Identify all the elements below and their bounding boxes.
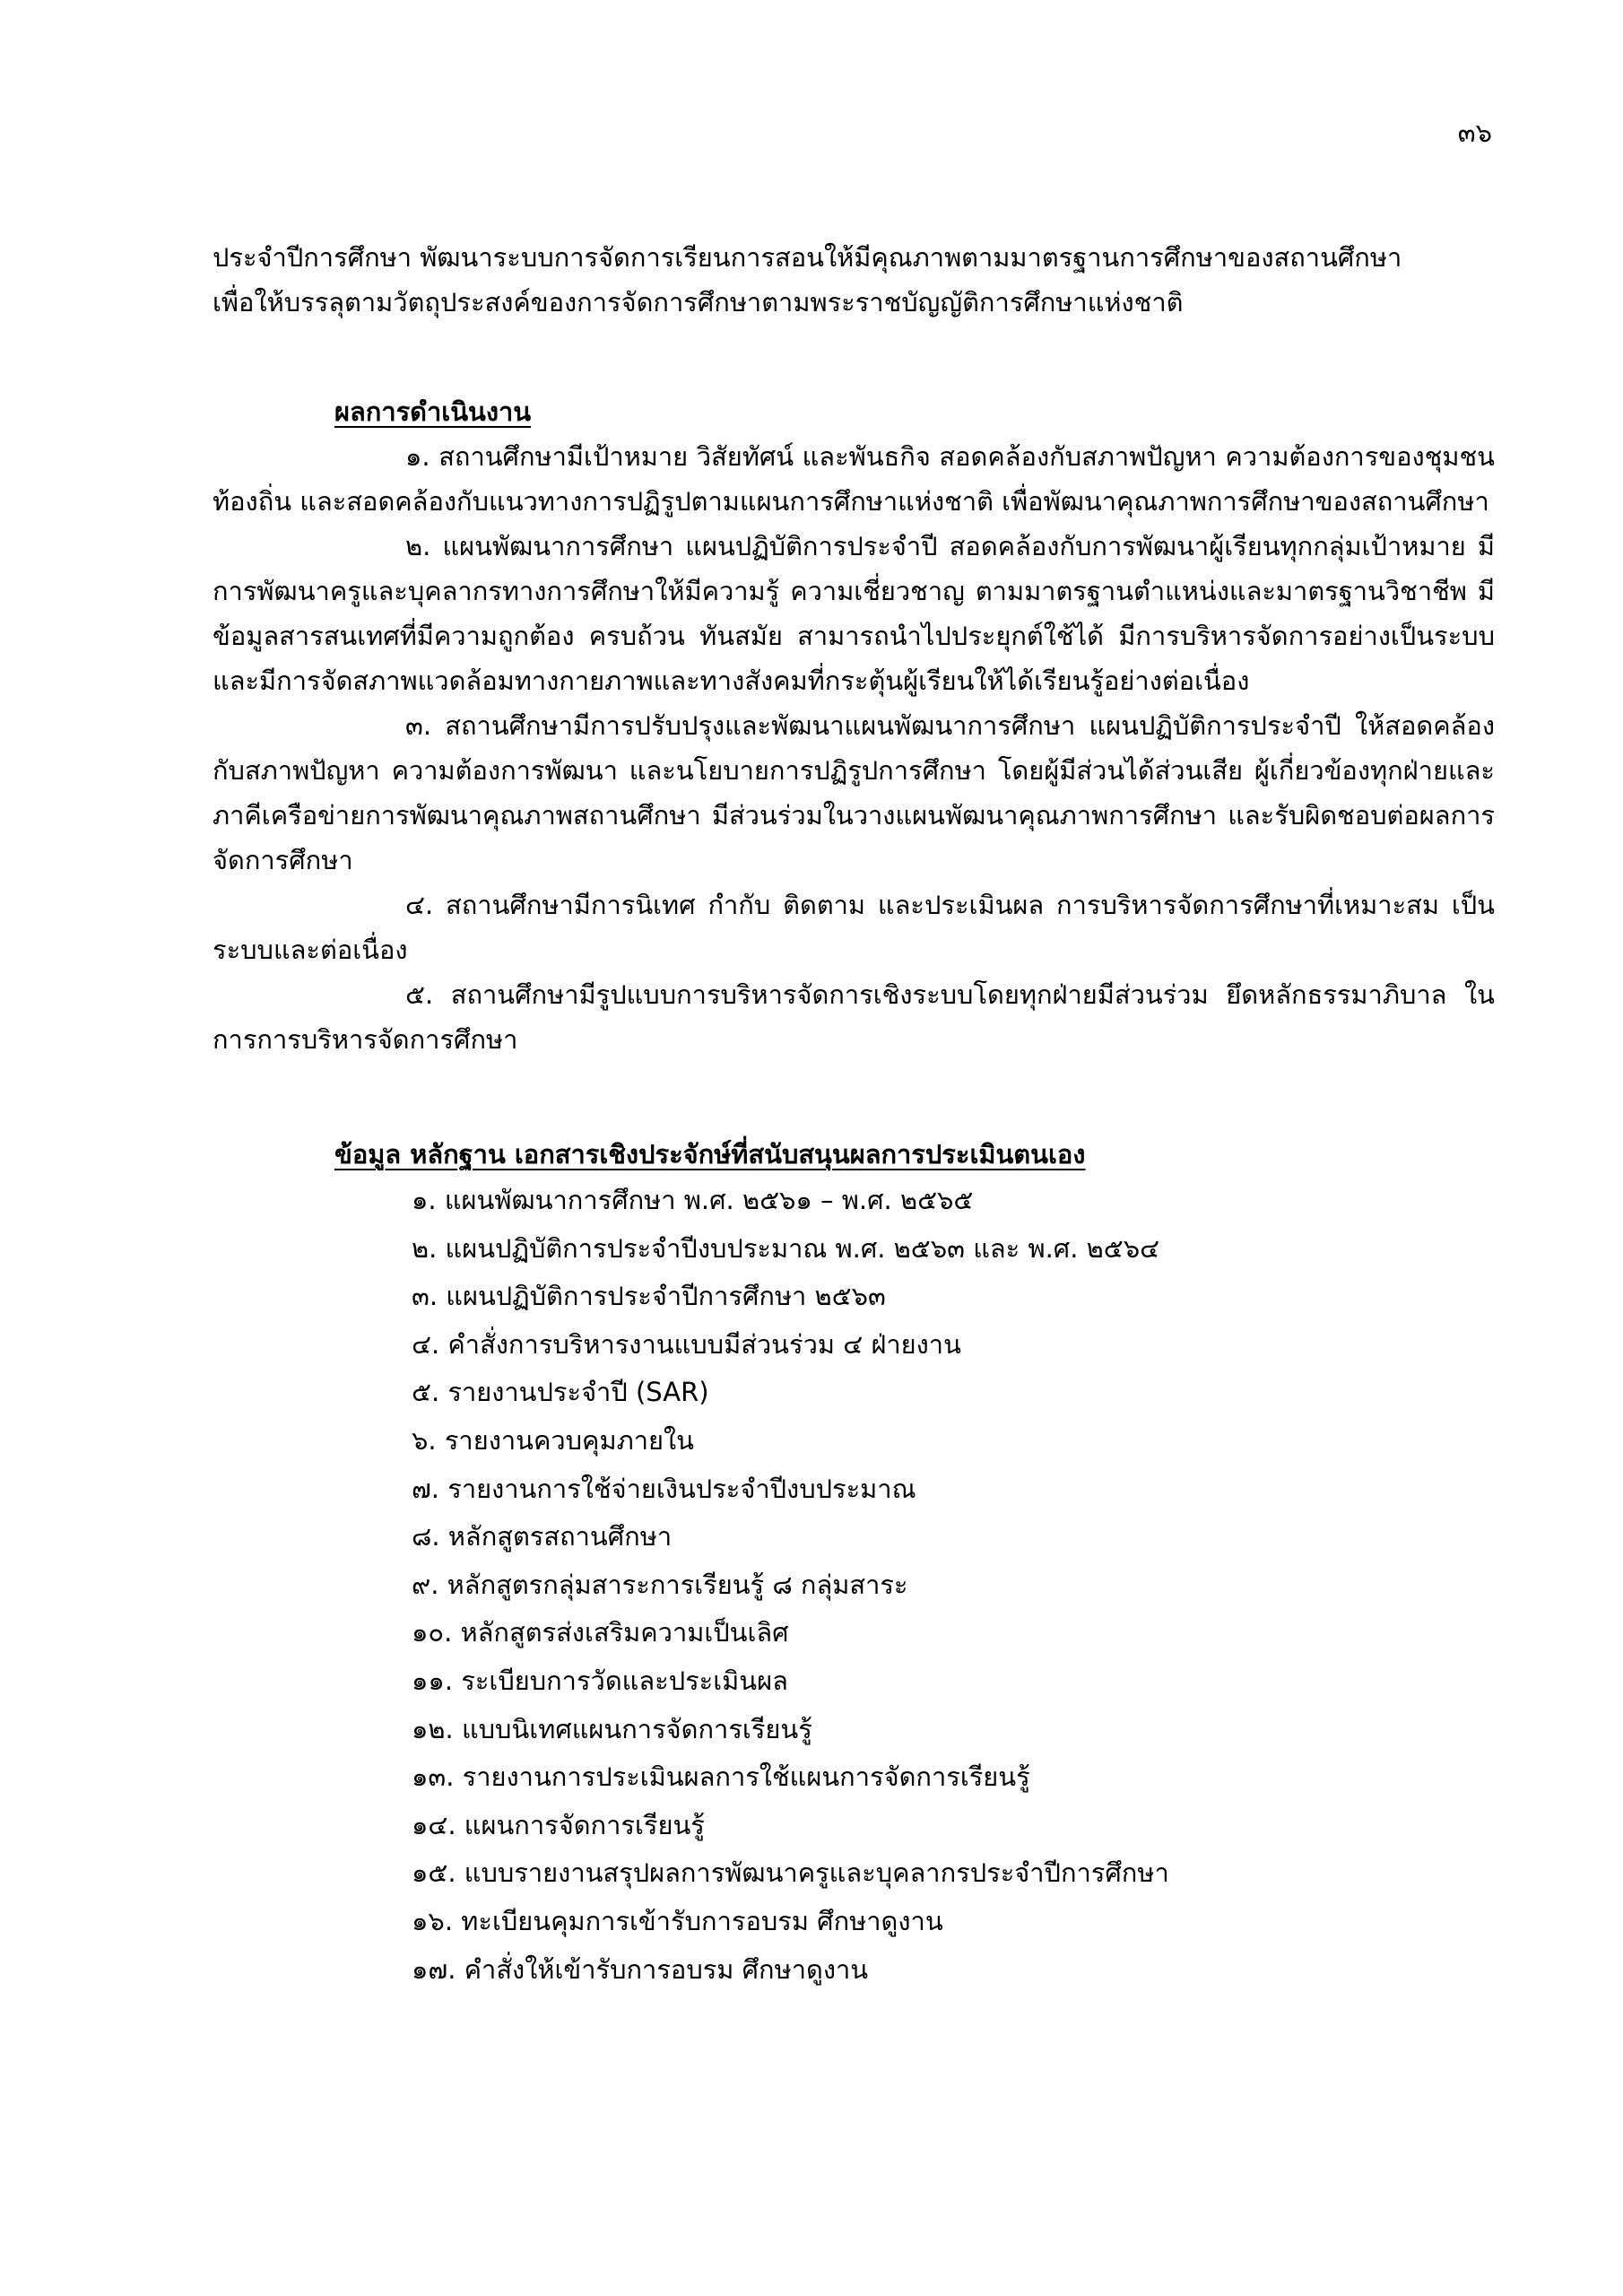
results-item: ๒. แผนพัฒนาการศึกษา แผนปฏิบัติการประจำปี สอดคล้องกับการพัฒนาผู้เรียนทุกกลุ่มเป้าหมาย มีการพัฒนาครูและบุคลากรทางการศึกษาให้มีความรู้ ความเชี่ยวชาญ ตามมาตรฐานตำแหน่งและมาตรฐานวิชาชีพ มีข้อมูลสารสนเทศที่มีความถูกต้อง ครบถ้วน ทันสมัย สามารถนำไปประยุกต์ใช้ได้ มีการบริหารจัดการอย่างเป็นระบบ และมีการจัดสภาพแวดล้อมทางกายภาพและทางสังคมที่กระตุ้นผู้เรียนให้ได้เรียนรู้อย่างต่อเนื่อง	[213, 531, 1495, 696]
evidence-item: ๔. คำสั่งการบริหารงานแบบมีส่วนร่วม ๔ ฝ่ายงาน	[412, 1328, 961, 1360]
evidence-item: ๑๕. แบบรายงานสรุปผลการพัฒนาครูและบุคลากรประจำปีการศึกษา	[412, 1857, 1169, 1889]
evidence-heading: ข้อมูล หลักฐาน เอกสารเชิงประจักษ์ที่สนับสนุนผลการประเมินตนเอง	[334, 1139, 1086, 1170]
evidence-item: ๗. รายงานการใช้จ่ายเงินประจำปีงบประมาณ	[412, 1473, 916, 1504]
evidence-item: ๑๐. หลักสูตรส่งเสริมความเป็นเลิศ	[412, 1617, 789, 1648]
intro-line: ประจำปีการศึกษา พัฒนาระบบการจัดการเรียนการสอนให้มีคุณภาพตามมาตรฐานการศึกษาของสถานศึกษา	[213, 242, 1402, 273]
results-heading: ผลการดำเนินงาน	[334, 396, 532, 427]
evidence-item: ๕. รายงานประจำปี (SAR)	[412, 1377, 709, 1408]
evidence-item: ๑๔. แผนการจัดการเรียนรู้	[412, 1809, 705, 1840]
evidence-item: ๑๗. คำสั่งให้เข้ารับการอบรม ศึกษาดูงาน	[412, 1953, 869, 1985]
intro-line: เพื่อให้บรรลุตามวัตถุประสงค์ของการจัดการศึกษาตามพระราชบัญญัติการศึกษาแห่งชาติ	[213, 287, 1184, 317]
intro-paragraph	[213, 235, 1495, 325]
results-section	[213, 389, 1495, 1062]
results-item: ๔. สถานศึกษามีการนิเทศ กำกับ ติดตาม และประเมินผล การบริหารจัดการศึกษาที่เหมาะสม เป็นระบบและต่อเนื่อง	[213, 890, 1495, 965]
evidence-item: ๖. รายงานควบคุมภายใน	[412, 1424, 694, 1456]
evidence-item: ๑๒. แบบนิเทศแผนการจัดการเรียนรู้	[412, 1713, 812, 1744]
results-item: ๑. สถานศึกษามีเป้าหมาย วิสัยทัศน์ และพันธกิจ สอดคล้องกับสภาพปัญหา ความต้องการของชุมชน ท้องถิ่น และสอดคล้องกับแนวทางการปฏิรูปตามแผนการศึกษาแห่งชาติ เพื่อพัฒนาคุณภาพการศึกษาของสถานศึกษา	[213, 441, 1495, 517]
evidence-item: ๑๑. ระเบียบการวัดและประเมินผล	[412, 1665, 788, 1696]
evidence-section	[213, 1132, 1495, 1994]
evidence-list	[213, 1177, 1495, 1994]
results-item: ๕. สถานศึกษามีรูปแบบการบริหารจัดการเชิงระบบโดยทุกฝ่ายมีส่วนร่วม ยึดหลักธรรมาภิบาล ในการการบริหารจัดการศึกษา	[213, 979, 1495, 1055]
evidence-item: ๒. แผนปฏิบัติการประจำปีงบประมาณ พ.ศ. ๒๕๖๓ และ พ.ศ. ๒๕๖๔	[412, 1232, 1160, 1264]
evidence-item: ๘. หลักสูตรสถานศึกษา	[412, 1521, 673, 1552]
evidence-item: ๓. แผนปฏิบัติการประจำปีการศึกษา ๒๕๖๓	[412, 1281, 886, 1312]
evidence-item: ๙. หลักสูตรกลุ่มสาระการเรียนรู้ ๘ กลุ่มสาระ	[412, 1569, 908, 1600]
evidence-item: ๑๓. รายงานการประเมินผลการใช้แผนการจัดการเรียนรู้	[412, 1761, 1030, 1793]
page-number: ๓๖	[1457, 117, 1492, 148]
evidence-item: ๑. แผนพัฒนาการศึกษา พ.ศ. ๒๕๖๑ – พ.ศ. ๒๕๖๕	[412, 1185, 974, 1215]
evidence-item: ๑๖. ทะเบียนคุมการเข้ารับการอบรม ศึกษาดูงาน	[412, 1905, 943, 1936]
results-item: ๓. สถานศึกษามีการปรับปรุงและพัฒนาแผนพัฒนาการศึกษา แผนปฏิบัติการประจำปี ให้สอดคล้องกับสภาพปัญหา ความต้องการพัฒนา และนโยบายการปฏิรูปการศึกษา โดยผู้มีส่วนได้ส่วนเสีย ผู้เกี่ยวข้องทุกฝ่ายและภาคีเครือข่ายการพัฒนาคุณภาพสถานศึกษา มีส่วนร่วมในวางแผนพัฒนาคุณภาพการศึกษา และรับผิดชอบต่อผลการจัดการศึกษา	[213, 710, 1495, 875]
page-content	[213, 235, 1495, 1994]
